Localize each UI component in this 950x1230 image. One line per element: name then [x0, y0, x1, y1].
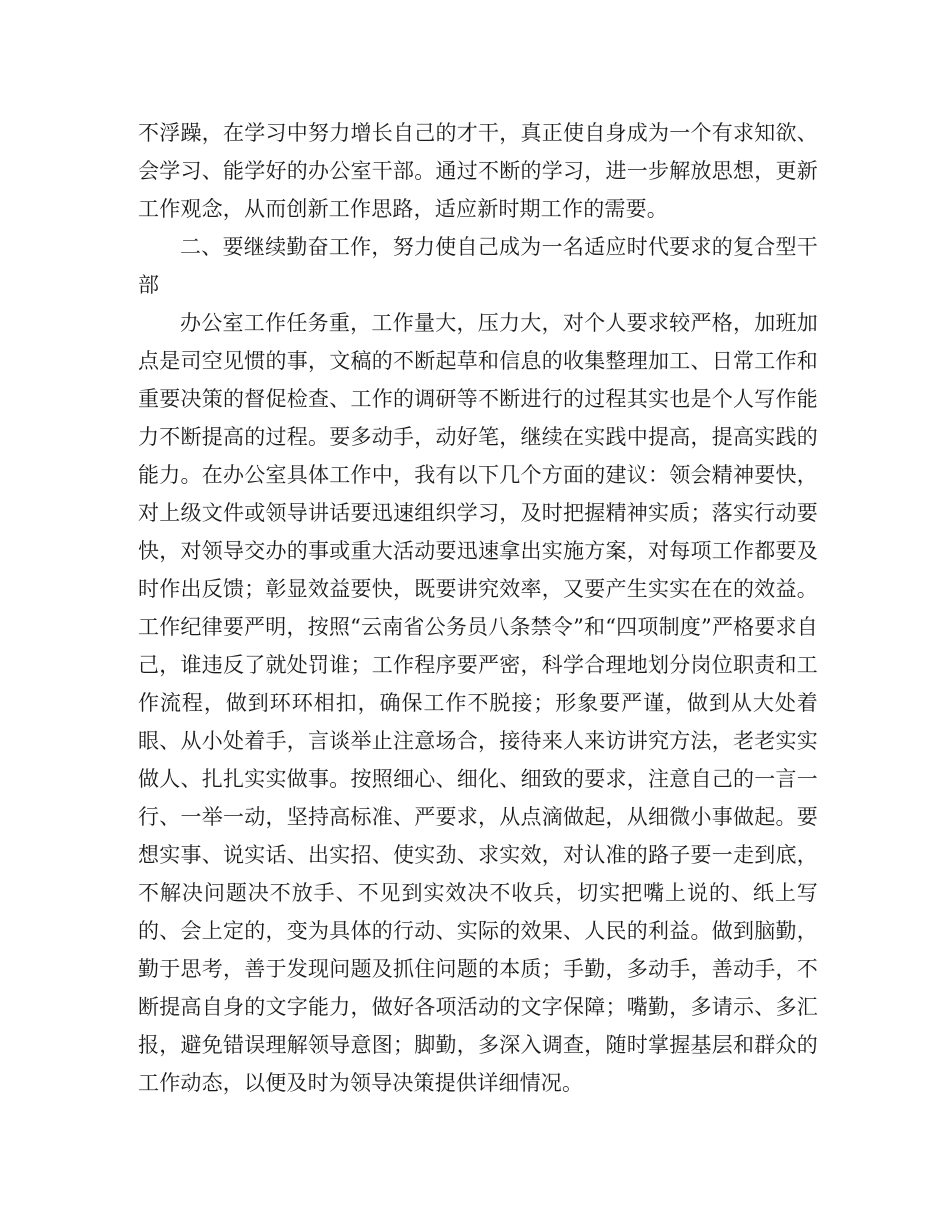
section-heading-two: 二、要继续勤奋工作，努力使自己成为一名适应时代要求的复合型干部 [138, 235, 818, 297]
paragraph-office-work: 办公室工作任务重，工作量大，压力大，对个人要求较严格，加班加点是司空见惯的事，文稿的不断起草和信息的收集整理加工、日常工作和重要决策的督促检查、工作的调研等不断进行的过程其实也是个人写作能力不断提高的过程。要多动手，动好笔，继续在实践中提高，提高实践的能力。在办公室具体工作中，我有以下几个方面的建议：领会精神要快，对上级文件或领导讲话要迅速组织学习，及时把握精神实质；落实行动要快，对领导交办的事或重大活动要迅速拿出实施方案，对每项工作都要及时作出反馈；彰显效益要快，既要讲究效率，又要产生实实在在的效益。工作纪律要严明，按照“云南省公务员八条禁令”和“四项制度”严格要求自己，谁违反了就处罚谁；工作程序要严密，科学合理地划分岗位职责和工作流程，做到环环相扣，确保工作不脱接；形象要严谨，做到从大处着眼、从小处着手，言谈举止注意场合，接待来人来访讲究方法，老老实实做人、扎扎实实做事。按照细心、细化、细致的要求，注意自己的一言一行、一举一动，坚持高标准、严要求，从点滴做起，从细微小事做起。要想实事、说实话、出实招、使实劲、求实效，对认准的路子要一走到底，不解决问题决不放手、不见到实效决不收兵，切实把嘴上说的、纸上写的、会上定的，变为具体的行动、实际的效果、人民的利益。做到脑勤，勤于思考，善于发现问题及抓住问题的本质；手勤，多动手，善动手，不断提高自身的文字能力，做好各项活动的文字保障；嘴勤，多请示、多汇报，避免错误理解领导意图；脚勤，多深入调查，随时掌握基层和群众的工作动态，以便及时为领导决策提供详细情况。 [138, 311, 818, 1095]
paragraph-continuation: 不浮躁，在学习中努力增长自己的才干，真正使自身成为一个有求知欲、会学习、能学好的办公室干部。通过不断的学习，进一步解放思想，更新工作观念，从而创新工作思路，适应新时期工作的需要。 [138, 121, 818, 221]
document-body [138, 114, 818, 1102]
